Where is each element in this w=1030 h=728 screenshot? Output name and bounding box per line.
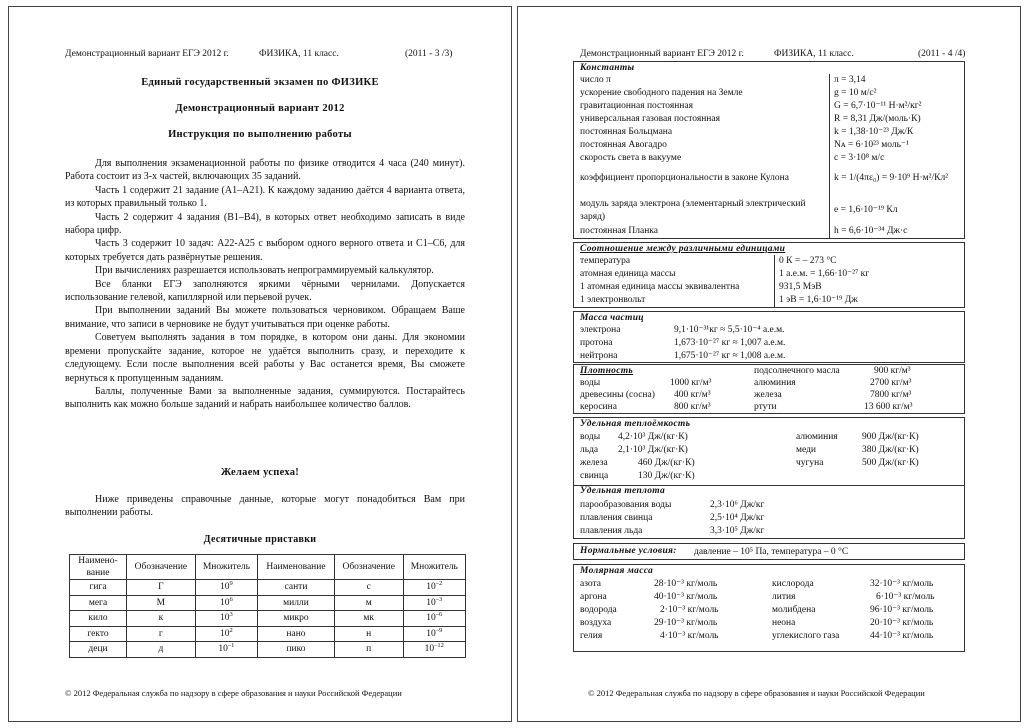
constant-row	[574, 100, 964, 113]
mult-base: 10	[220, 628, 230, 639]
normal-title: Нормальные условия:	[580, 546, 677, 556]
latent-row	[574, 525, 964, 538]
constant-value: G = 6,7·10⁻¹¹ Н·м²/кг²	[834, 101, 922, 111]
heat-value: 900 Дж/(кг·К)	[862, 432, 919, 442]
cell: г	[127, 626, 196, 642]
mult-base: 10	[426, 597, 436, 608]
mult-exp: 2	[229, 626, 233, 634]
density-name: алюминия	[754, 378, 796, 388]
latent-row	[574, 499, 964, 512]
col-header: Наимено-вание	[70, 555, 127, 580]
mult-base: 10	[424, 644, 435, 655]
molar-row	[574, 617, 964, 630]
constant-value: Nᴀ = 6·10²³ моль⁻¹	[834, 140, 909, 150]
molar-value: 6·10⁻³ кг/моль	[876, 592, 935, 602]
ratio-value: 0 К = – 273 °С	[779, 256, 837, 266]
cell	[403, 626, 465, 642]
cell	[403, 595, 465, 611]
density-value: 7800 кг/м³	[870, 390, 912, 400]
paragraph: Баллы, полученные Вами за выполненные задания, суммируются. Постарайтесь выполнить как можно больше заданий и набрать наибольшее количество баллов.	[65, 385, 465, 411]
col-header: Обозначение	[127, 555, 196, 580]
molar-box	[573, 564, 965, 652]
constant-value: h = 6,6·10⁻³⁴ Дж·с	[834, 226, 908, 236]
latent-title: Удельная теплота	[580, 486, 666, 496]
mass-row	[574, 337, 964, 350]
header-pages: (2011 - 3 /3)	[405, 49, 453, 59]
cell	[195, 626, 257, 642]
constant-name: число π	[580, 75, 611, 85]
mult-base: 10	[220, 582, 230, 593]
mult-exp: –9	[435, 626, 443, 634]
constant-row	[574, 225, 964, 238]
header-pages: (2011 - 4 /4)	[918, 49, 966, 59]
heat-value: 500 Дж/(кг·К)	[862, 458, 919, 468]
mult-exp: 6	[229, 595, 233, 603]
cell	[195, 595, 257, 611]
latent-name: плавления льда	[580, 526, 643, 536]
constant-name: гравитационная постоянная	[580, 101, 693, 111]
mult-exp: 3	[229, 611, 233, 619]
latent-value: 2,3·10⁶ Дж/кг	[710, 500, 765, 510]
substance-name: свинца	[580, 471, 609, 481]
molar-value: 20·10⁻³ кг/моль	[870, 618, 934, 628]
gas-name: азота	[580, 579, 602, 589]
mult-base: 10	[220, 597, 230, 608]
mass-box	[573, 311, 965, 363]
prefix-title: Десятичные приставки	[203, 534, 317, 545]
table-row	[70, 626, 466, 642]
mult-exp: –2	[435, 580, 443, 588]
molar-row	[574, 604, 964, 617]
molar-title: Молярная масса	[580, 566, 654, 576]
ratio-row	[574, 281, 964, 294]
ratio-name: температура	[580, 256, 631, 266]
paragraph: Часть 2 содержит 4 задания (В1–В4), в которых ответ необходимо записать в виде набора цифр.	[65, 211, 465, 237]
cell	[195, 611, 257, 627]
latent-row	[574, 512, 964, 525]
heat-value: 2,1·10³ Дж/(кг·К)	[618, 445, 688, 455]
constant-value: k = 1/(4πε₀) = 9·10⁹ Н·м²/Кл²	[834, 173, 949, 183]
cell: Г	[127, 580, 196, 596]
table-row	[70, 611, 466, 627]
substance-name: льда	[580, 445, 599, 455]
cell: к	[127, 611, 196, 627]
header-exam: Демонстрационный вариант ЕГЭ 2012 г.	[65, 49, 229, 59]
substance-name: чугуна	[796, 458, 824, 468]
density-title: Плотность	[580, 366, 634, 376]
constant-value: c = 3·10⁸ м/с	[834, 153, 885, 163]
constant-row	[574, 198, 964, 224]
cell	[195, 642, 257, 658]
particle-name: электрона	[580, 325, 621, 335]
cell: деци	[70, 642, 127, 658]
constants-box	[573, 61, 965, 239]
mult-base: 10	[426, 628, 436, 639]
mult-exp: –12	[434, 642, 444, 650]
constant-row	[574, 139, 964, 152]
normal-value: давление – 10⁵ Па, температура – 0 °С	[694, 547, 849, 557]
ratio-name: 1 электронвольт	[580, 295, 646, 305]
constant-row	[574, 126, 964, 139]
constant-row	[574, 172, 964, 185]
constant-value: g = 10 м/с²	[834, 88, 877, 98]
left-page	[8, 6, 512, 722]
gas-name: неона	[772, 618, 796, 628]
molar-row	[574, 630, 964, 643]
paragraph: Для выполнения экзаменационной работы по физике отводится 4 часа (240 минут). Работа состоит из 3-х частей, включающих 35 заданий.	[65, 158, 465, 183]
ratio-row	[574, 255, 964, 268]
cell	[403, 611, 465, 627]
constant-value: R = 8,31 Дж/(моль·К)	[834, 114, 921, 124]
constant-value: π = 3,14	[834, 75, 866, 85]
ratio-name: 1 атомная единица массы эквивалентна	[580, 282, 740, 292]
normal-box	[573, 543, 965, 560]
mult-exp: –1	[227, 642, 235, 650]
particle-mass: 9,1·10⁻³¹кг ≈ 5,5·10⁻⁴ а.е.м.	[674, 325, 785, 335]
mass-row	[574, 324, 964, 337]
gas-name: водорода	[580, 605, 617, 615]
cell: кило	[70, 611, 127, 627]
molar-row	[574, 578, 964, 591]
header-exam: Демонстрационный вариант ЕГЭ 2012 г.	[580, 49, 744, 59]
wish-text: Желаем успеха!	[220, 467, 300, 478]
cell: нано	[258, 626, 335, 642]
mult-exp: –6	[435, 611, 443, 619]
density-name: древесины (сосна)	[580, 390, 655, 400]
table-row	[70, 642, 466, 658]
density-name: ртути	[754, 402, 777, 412]
constant-name: постоянная Больцмана	[580, 127, 673, 137]
molar-value: 96·10⁻³ кг/моль	[870, 605, 934, 615]
gas-name: кислорода	[772, 579, 814, 589]
constant-name: ускорение свободного падения на Земле	[580, 88, 743, 98]
constant-row	[574, 87, 964, 100]
cell: п	[334, 642, 403, 658]
gas-name: углекислого газа	[772, 631, 840, 641]
intro-text	[65, 493, 465, 520]
heat-row	[574, 457, 964, 470]
header-subject: ФИЗИКА, 11 класс.	[774, 49, 854, 59]
cell: гига	[70, 580, 127, 596]
normal-row	[574, 546, 964, 559]
constant-name: постоянная Планка	[580, 226, 658, 236]
mass-title: Масса частиц	[580, 313, 644, 323]
molar-value: 32·10⁻³ кг/моль	[870, 579, 934, 589]
ratio-name: атомная единица массы	[580, 269, 676, 279]
density-value: 900 кг/м³	[874, 366, 911, 376]
molar-value: 4·10⁻³ кг/моль	[660, 631, 719, 641]
constant-value: e = 1,6·10⁻¹⁹ Кл	[834, 205, 898, 215]
constant-name: постоянная Авогадро	[580, 140, 667, 150]
ratio-title: Соотношение между различными единицами	[580, 244, 786, 254]
heat-value: 460 Дж/(кг·К)	[638, 458, 695, 468]
density-value: 400 кг/м³	[674, 390, 711, 400]
header-subject: ФИЗИКА, 11 класс.	[259, 49, 339, 59]
molar-value: 40·10⁻³ кг/моль	[654, 592, 718, 602]
ratio-value: 1 эВ = 1,6·10⁻¹⁹ Дж	[779, 295, 858, 305]
constant-row	[574, 113, 964, 126]
prefix-table	[69, 554, 466, 658]
table-row	[70, 580, 466, 596]
constant-name: модуль заряда электрона (элементарный электрический заряд)	[580, 199, 806, 222]
col-header: Обозначение	[334, 555, 403, 580]
cell: н	[334, 626, 403, 642]
constant-row	[574, 74, 964, 87]
ratio-row	[574, 268, 964, 281]
heat-row	[574, 444, 964, 457]
gas-name: лития	[772, 592, 796, 602]
cell	[403, 580, 465, 596]
cell: микро	[258, 611, 335, 627]
mult-base: 10	[220, 613, 230, 624]
density-value: 2700 кг/м³	[870, 378, 912, 388]
density-box	[573, 364, 965, 414]
cell: милли	[258, 595, 335, 611]
heat-title: Удельная теплоёмкость	[580, 419, 691, 429]
paragraph: При выполнении заданий Вы можете пользоваться черновиком. Обращаем Ваше внимание, что записи в черновике не будут учитываться при оценке работы.	[65, 305, 465, 330]
substance-name: воды	[580, 432, 601, 442]
constant-name: скорость света в вакууме	[580, 153, 682, 163]
cell	[403, 642, 465, 658]
heat-box	[573, 417, 965, 539]
particle-mass: 1,673·10⁻²⁷ кг ≈ 1,007 а.е.м.	[674, 338, 786, 348]
mult-exp: 9	[229, 580, 233, 588]
particle-name: протона	[580, 338, 613, 348]
ratio-row	[574, 294, 964, 307]
heat-row	[574, 431, 964, 444]
latent-value: 2,5·10⁴ Дж/кг	[710, 513, 765, 523]
density-row	[574, 401, 964, 414]
constants-title: Константы	[580, 63, 635, 73]
instruction-text	[65, 157, 465, 412]
paragraph: Часть 3 содержит 10 задач: А22-А25 с выбором одного верного ответа и С1–С6, для которых требуется дать развёрнутые решения.	[65, 238, 465, 263]
heat-value: 4,2·10³ Дж/(кг·К)	[618, 432, 688, 442]
density-value: 800 кг/м³	[674, 402, 711, 412]
gas-name: гелия	[580, 631, 603, 641]
col-header: Множитель	[403, 555, 465, 580]
density-name: железа	[754, 390, 782, 400]
constant-name: универсальная газовая постоянная	[580, 114, 720, 124]
density-name: воды	[580, 378, 601, 388]
mult-base: 10	[426, 582, 436, 593]
table-row	[70, 595, 466, 611]
particle-mass: 1,675·10⁻²⁷ кг ≈ 1,008 а.е.м.	[674, 351, 786, 361]
cell: санти	[258, 580, 335, 596]
particle-name: нейтрона	[580, 351, 618, 361]
density-value: 1000 кг/м³	[670, 378, 712, 388]
cell: гекто	[70, 626, 127, 642]
cell: мега	[70, 595, 127, 611]
ratio-box	[573, 242, 965, 308]
gas-name: воздуха	[580, 618, 612, 628]
density-name: подсолнечного масла	[754, 366, 840, 376]
cell	[195, 580, 257, 596]
cell: пико	[258, 642, 335, 658]
molar-value: 2·10⁻³ кг/моль	[660, 605, 719, 615]
paragraph: Часть 1 содержит 21 задание (А1–А21). К каждому заданию даётся 4 варианта ответа, из которых правильный только 1.	[65, 184, 465, 210]
gas-name: молибдена	[772, 605, 816, 615]
title-exam: Единый государственный экзамен по ФИЗИКЕ	[141, 77, 379, 88]
ratio-value: 931,5 МэВ	[779, 282, 822, 292]
heat-value: 130 Дж/(кг·К)	[638, 471, 695, 481]
cell: с	[334, 580, 403, 596]
title-variant: Демонстрационный вариант 2012	[175, 103, 345, 114]
molar-value: 29·10⁻³ кг/моль	[654, 618, 718, 628]
title-instruction: Инструкция по выполнению работы	[168, 129, 352, 140]
cell: д	[127, 642, 196, 658]
paragraph: Все бланки ЕГЭ заполняются яркими чёрными чернилами. Допускается использование гелевой, капиллярной или перьевой ручек.	[65, 278, 465, 304]
col-header: Наименование	[258, 555, 335, 580]
constant-row	[574, 152, 964, 165]
heat-row	[574, 470, 964, 483]
density-name: керосина	[580, 402, 617, 412]
paragraph: Советуем выполнять задания в том порядке, в котором они даны. Для экономии времени пропускайте задание, которое не удаётся выполнить сразу, и переходите к следующему. Если после выполнения всей работы у Вас останется время, Вы сможете вернуться к пропущенным заданиям.	[65, 332, 465, 384]
constant-name: коэффициент пропорциональности в законе Кулона	[580, 173, 789, 183]
cell: М	[127, 595, 196, 611]
substance-name: меди	[796, 445, 817, 455]
substance-name: железа	[580, 458, 608, 468]
mult-base: 10	[426, 613, 436, 624]
latent-name: плавления свинца	[580, 513, 653, 523]
molar-value: 28·10⁻³ кг/моль	[654, 579, 718, 589]
molar-value: 44·10⁻³ кг/моль	[870, 631, 934, 641]
molar-row	[574, 591, 964, 604]
substance-name: алюминия	[796, 432, 838, 442]
paragraph: При вычислениях разрешается использовать непрограммируемый калькулятор.	[95, 265, 434, 277]
cell: м	[334, 595, 403, 611]
col-header: Множитель	[195, 555, 257, 580]
constant-value: k = 1,38·10⁻²³ Дж/К	[834, 127, 914, 137]
heat-value: 380 Дж/(кг·К)	[862, 445, 919, 455]
mult-exp: –3	[435, 595, 443, 603]
ratio-value: 1 а.е.м. = 1,66·10⁻²⁷ кг	[779, 269, 870, 279]
density-value: 13 600 кг/м³	[864, 402, 913, 412]
mult-base: 10	[218, 644, 228, 655]
gas-name: аргона	[580, 592, 607, 602]
footer-copyright: © 2012 Федеральная служба по надзору в сфере образования и науки Российской Федерации	[65, 688, 402, 698]
latent-value: 3,3·10⁵ Дж/кг	[710, 526, 765, 536]
footer-copyright: © 2012 Федеральная служба по надзору в сфере образования и науки Российской Федерации	[588, 688, 925, 698]
latent-name: парообразования воды	[580, 500, 672, 510]
right-page	[517, 6, 1021, 722]
cell: мк	[334, 611, 403, 627]
prefix-header-row	[70, 555, 466, 580]
paragraph: Ниже приведены справочные данные, которые могут понадобиться Вам при выполнении работы.	[65, 494, 465, 519]
mass-row	[574, 350, 964, 363]
